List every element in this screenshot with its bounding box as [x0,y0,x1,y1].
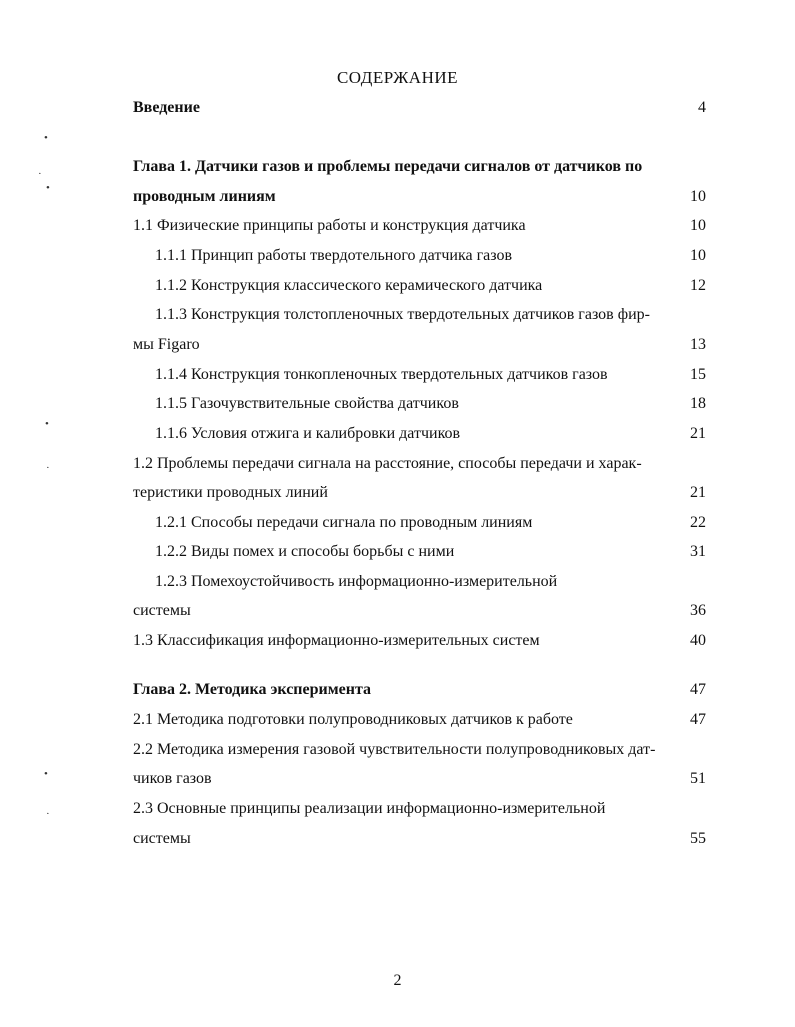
scan-speck: · [46,808,50,820]
scan-speck: • [45,418,49,430]
toc-entry-chapter-2: Глава 2. Методика эксперимента [133,681,372,698]
toc-page-number: 4 [698,99,706,116]
toc-entry-1-1-3: 1.1.3 Конструкция толстопленочных твердотельных датчиков газов фир- [155,306,650,323]
toc-entry-1-1-6: 1.1.6 Условия отжига и калибровки датчиков [155,425,461,442]
toc-page-number: 40 [690,632,706,649]
toc-page-number: 31 [690,543,706,560]
toc-entry-1-1-2: 1.1.2 Конструкция классического керамического датчика [155,277,543,294]
scan-speck: · [38,168,42,180]
toc-page-number: 12 [690,277,706,294]
page-title: СОДЕРЖАНИЕ [336,68,459,87]
toc-entry-1-2-1: 1.2.1 Способы передачи сигнала по проводным линиям [155,514,533,531]
page-number: 2 [393,972,402,989]
toc-page-number: 13 [690,336,706,353]
toc-page-number: 47 [690,711,706,728]
scan-speck: • [44,132,48,144]
toc-entry-2-2-cont: чиков газов [133,770,212,787]
toc-page-number: 51 [690,770,706,787]
toc-page-number: 21 [690,425,706,442]
toc-entry-chapter-1-cont: проводным линиям [133,188,276,205]
toc-entry-1-1-4: 1.1.4 Конструкция тонкопленочных твердотельных датчиков газов [155,366,608,383]
toc-page-number: 55 [690,830,706,847]
scan-speck: • [44,768,48,780]
toc-page-number: 22 [690,514,706,531]
toc-entry-chapter-1: Глава 1. Датчики газов и проблемы передачи сигналов от датчиков по [133,158,643,175]
toc-entry-1-2-3-cont: системы [133,602,191,619]
toc-entry-1-1: 1.1 Физические принципы работы и конструкция датчика [133,217,526,234]
toc-entry-2-3: 2.3 Основные принципы реализации информационно-измерительной [133,800,606,817]
toc-page-number: 21 [690,484,706,501]
scan-speck: • [46,182,50,194]
toc-entry-1-1-1: 1.1.1 Принцип работы твердотельного датчика газов [155,247,513,264]
toc-entry-1-1-3-cont: мы Figaro [133,336,200,353]
toc-page-number: 10 [690,188,706,205]
toc-page-number: 15 [690,366,706,383]
toc-entry-1-2-3: 1.2.3 Помехоустойчивость информационно-измерительной [155,573,558,590]
toc-entry-1-3: 1.3 Классификация информационно-измерительных систем [133,632,540,649]
toc-entry-1-2: 1.2 Проблемы передачи сигнала на расстояние, способы передачи и харак- [133,455,642,472]
toc-page-number: 10 [690,247,706,264]
toc-page-number: 36 [690,602,706,619]
toc-entry-2-2: 2.2 Методика измерения газовой чувствительности полупроводниковых дат- [133,741,656,758]
toc-page-number: 18 [690,395,706,412]
toc-page-number: 10 [690,217,706,234]
toc-page-number: 47 [690,681,706,698]
toc-entry-2-1: 2.1 Методика подготовки полупроводниковых датчиков к работе [133,711,573,728]
toc-entry-1-2-2: 1.2.2 Виды помех и способы борьбы с ними [155,543,455,560]
toc-entry-intro: Введение [133,99,200,116]
scan-speck: · [46,462,50,474]
toc-entry-1-1-5: 1.1.5 Газочувствительные свойства датчиков [155,395,459,412]
toc-entry-2-3-cont: системы [133,830,191,847]
toc-entry-1-2-cont: теристики проводных линий [133,484,328,501]
